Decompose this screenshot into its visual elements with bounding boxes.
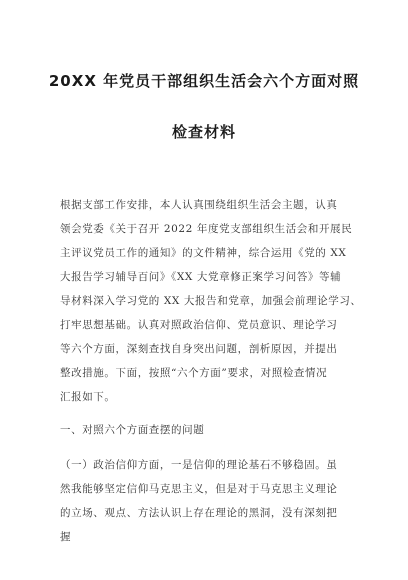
paragraph-line: 主评议党员工作的通知》的文件精神，综合运用《党的 XX xyxy=(60,247,347,259)
paragraph-line: 整改措施。下面，按照“六个方面”要求，对照检查情况 xyxy=(60,367,328,379)
paragraph-line: 打牢思想基础。认真对照政治信仰、党员意识、理论学习 xyxy=(60,319,338,331)
paragraph-line: 大报告学习辅导百问》《XX 大党章修正案学习问答》等辅 xyxy=(60,271,342,283)
paragraph-line: 导材料深入学习党的 XX 大报告和党章，加强会前理论学习、 xyxy=(60,295,362,307)
paragraph-line: 然我能够坚定信仰马克思主义，但是对于马克思主义理论 xyxy=(60,483,338,495)
paragraph-line: 领会党委《关于召开 2022 年度党支部组织生活会和开展民 xyxy=(60,223,353,235)
paragraph-line: 根据支部工作安排，本人认真围绕组织生活会主题，认真 xyxy=(60,199,338,211)
paragraph-line: 等六个方面，深刻查找自身突出问题，剖析原因，并提出 xyxy=(60,343,338,355)
paragraph-line: 握 xyxy=(60,531,72,543)
paragraph-line: （一）政治信仰方面，一是信仰的理论基石不够稳固。虽 xyxy=(60,459,338,471)
document-title-line-1: 20XX 年党员干部组织生活会六个方面对照 xyxy=(48,72,360,90)
section-heading: 一、对照六个方面查摆的问题 xyxy=(60,424,205,436)
paragraph-line: 汇报如下。 xyxy=(60,391,116,403)
paragraph-line: 的立场、观点、方法认识上存在理论的黑洞，没有深刻把 xyxy=(60,507,338,519)
document-title-line-2: 检查材料 xyxy=(171,123,236,141)
